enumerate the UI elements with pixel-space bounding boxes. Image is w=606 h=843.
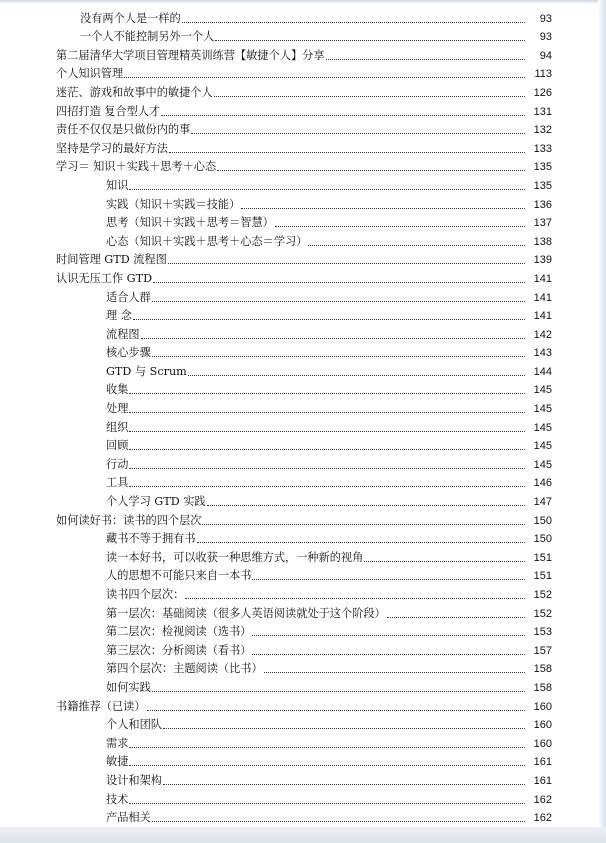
toc-entry-page-number: 153	[533, 626, 552, 639]
toc-entry-page-number: 151	[533, 551, 552, 564]
toc-entry-page-number: 143	[533, 347, 552, 360]
toc-entry[interactable]	[0, 583, 606, 602]
toc-entry[interactable]	[0, 714, 606, 733]
toc-entry-page-number: 160	[533, 719, 552, 732]
dot-leader	[161, 114, 525, 116]
dot-leader	[129, 392, 525, 394]
dot-leader	[129, 188, 525, 190]
dot-leader	[364, 560, 525, 562]
toc-entry-page-number: 150	[533, 514, 552, 527]
dot-leader	[185, 597, 525, 599]
toc-entry-title: 思考（知识＋实践＋思考＝智慧）	[106, 216, 274, 230]
dot-leader	[129, 764, 525, 766]
toc-entry-page-number: 141	[533, 291, 552, 304]
toc-entry[interactable]	[0, 267, 606, 286]
toc-entry-title: 第一层次：基础阅读（很多人英语阅读就处于这个阶段）	[106, 606, 386, 620]
toc-entry-page-number: 93	[539, 12, 552, 25]
toc-entry-title: 如何实践	[106, 680, 151, 694]
toc-entry[interactable]	[0, 435, 606, 454]
toc-entry[interactable]	[0, 565, 606, 584]
toc-entry[interactable]	[0, 212, 606, 231]
toc-entry[interactable]	[0, 7, 606, 26]
dot-leader	[152, 820, 525, 822]
toc-entry-title: 责任不仅仅是只做份内的事	[56, 123, 191, 137]
toc-entry[interactable]	[0, 119, 606, 138]
toc-entry-page-number: 142	[533, 328, 552, 341]
dot-leader	[387, 616, 525, 618]
toc-entry-page-number: 145	[533, 403, 552, 416]
toc-entry-page-number: 126	[533, 86, 552, 99]
page-top-edge	[0, 0, 606, 4]
toc-entry-title: GTD 与 Scrum	[106, 364, 187, 378]
dot-leader	[129, 448, 525, 450]
toc-entry-title: 产品相关	[106, 811, 151, 825]
toc-entry-page-number: 93	[539, 31, 552, 44]
toc-entry-title: 学习＝ 知识＋实践＋思考＋心态	[56, 160, 217, 174]
toc-entry-page-number: 147	[533, 496, 552, 509]
toc-entry[interactable]	[0, 342, 606, 361]
toc-entry[interactable]	[0, 81, 606, 100]
toc-entry-page-number: 94	[539, 49, 552, 62]
toc-entry-page-number: 133	[533, 142, 552, 155]
dot-leader	[252, 653, 525, 655]
toc-entry-title: 读书四个层次：	[106, 588, 185, 601]
toc-entry-page-number: 161	[533, 756, 552, 769]
toc-entry-page-number: 162	[533, 812, 552, 825]
dot-leader	[182, 21, 525, 23]
dot-leader	[264, 671, 525, 673]
toc-entry-title: 个人和团队	[106, 718, 162, 732]
toc-entry[interactable]	[0, 44, 606, 63]
toc-entry-title: 时间管理 GTD 流程图	[56, 253, 167, 267]
toc-entry-title: 第二层次：检视阅读（选书）	[106, 625, 252, 639]
dot-leader	[252, 634, 525, 636]
toc-entry[interactable]	[0, 323, 606, 342]
toc-entry[interactable]	[0, 658, 606, 677]
toc-entry-title: 敏捷	[106, 755, 129, 769]
toc-entry[interactable]	[0, 249, 606, 268]
table-of-contents	[0, 7, 606, 825]
dot-leader	[197, 541, 525, 543]
toc-entry-page-number: 158	[533, 663, 552, 676]
toc-entry-title: 人的思想不可能只来自一本书	[106, 569, 252, 583]
toc-entry[interactable]	[0, 769, 606, 788]
toc-entry-page-number: 152	[533, 607, 552, 620]
dot-leader	[124, 76, 525, 78]
toc-entry-page-number: 137	[533, 217, 552, 230]
toc-entry-title: 适合人群	[106, 290, 151, 304]
toc-entry[interactable]	[0, 379, 606, 398]
dot-leader	[326, 58, 525, 60]
toc-entry-page-number: 135	[533, 161, 552, 174]
toc-entry[interactable]	[0, 286, 606, 305]
toc-entry[interactable]	[0, 528, 606, 547]
toc-entry-title: 处理	[106, 402, 129, 416]
toc-entry[interactable]	[0, 137, 606, 156]
toc-entry[interactable]	[0, 63, 606, 82]
dot-leader	[202, 523, 525, 525]
toc-entry-title: 没有两个人是一样的	[80, 11, 181, 25]
dot-leader	[141, 337, 525, 339]
toc-entry[interactable]	[0, 751, 606, 770]
dot-leader	[152, 690, 525, 692]
dot-leader	[214, 95, 525, 97]
toc-entry-title: 迷茫、游戏和故事中的敏捷个人	[56, 85, 213, 99]
toc-entry-page-number: 135	[533, 179, 552, 192]
toc-entry[interactable]	[0, 602, 606, 621]
toc-entry-title: 技术	[106, 792, 129, 806]
dot-leader	[215, 39, 525, 41]
toc-entry-title: 第三层次：分析阅读（看书）	[106, 643, 252, 657]
toc-entry[interactable]	[0, 156, 606, 175]
dot-leader	[188, 374, 525, 376]
toc-entry-title: 组织	[106, 420, 129, 434]
toc-entry[interactable]	[0, 193, 606, 212]
toc-entry-page-number: 145	[533, 384, 552, 397]
toc-entry-title: 一个人不能控制另外一个人	[80, 30, 215, 44]
toc-entry[interactable]	[0, 788, 606, 807]
toc-entry-title: 读一本好书，可以收获一种思维方式，一种新的视角	[106, 550, 364, 564]
toc-entry-title: 个人知识管理	[56, 67, 124, 81]
toc-entry-title: 理 念	[106, 309, 132, 323]
dot-leader	[129, 411, 525, 413]
toc-entry[interactable]	[0, 472, 606, 491]
toc-entry-page-number: 145	[533, 421, 552, 434]
toc-entry-title: 认识无压工作 GTD	[56, 271, 153, 285]
toc-entry-page-number: 141	[533, 310, 552, 323]
toc-entry[interactable]	[0, 546, 606, 565]
toc-entry-page-number: 151	[533, 570, 552, 583]
toc-entry-title: 第四个层次：主题阅读（比书）	[106, 662, 263, 676]
dot-leader	[129, 430, 525, 432]
dot-leader	[133, 318, 525, 320]
toc-entry-page-number: 161	[533, 774, 552, 787]
toc-entry-title: 实践（知识＋实践＝技能）	[106, 197, 241, 211]
toc-entry-title: 回顾	[106, 439, 129, 453]
toc-entry-title: 需求	[106, 736, 129, 750]
dot-leader	[147, 709, 525, 711]
toc-entry-page-number: 132	[533, 124, 552, 137]
dot-leader	[129, 746, 525, 748]
toc-entry-title: 四招打造 复合型人才	[56, 104, 161, 118]
toc-entry-page-number: 145	[533, 458, 552, 471]
toc-entry-page-number: 113	[534, 68, 552, 81]
dot-leader	[129, 467, 525, 469]
toc-entry[interactable]	[0, 732, 606, 751]
toc-entry-page-number: 152	[533, 589, 552, 601]
dot-leader	[191, 132, 525, 134]
toc-entry-title: 核心步骤	[106, 346, 151, 360]
toc-entry-title: 知识	[106, 178, 129, 192]
dot-leader	[153, 281, 525, 283]
dot-leader	[169, 151, 525, 153]
toc-entry-page-number: 139	[533, 254, 552, 267]
page-bottom-edge	[0, 827, 606, 843]
toc-entry[interactable]	[0, 174, 606, 193]
toc-entry-title: 收集	[106, 383, 129, 397]
toc-entry-page-number: 158	[533, 681, 552, 694]
toc-entry-page-number: 150	[533, 533, 552, 546]
dot-leader	[308, 244, 525, 246]
toc-entry[interactable]	[0, 416, 606, 435]
toc-entry-page-number: 160	[533, 737, 552, 750]
toc-entry-page-number: 141	[533, 272, 552, 285]
dot-leader	[241, 207, 525, 209]
toc-entry-title: 如何读好书：读书的四个层次	[56, 513, 202, 527]
toc-entry-title: 个人学习 GTD 实践	[106, 495, 206, 509]
toc-entry-page-number: 136	[533, 198, 552, 211]
toc-entry[interactable]	[0, 397, 606, 416]
toc-entry[interactable]	[0, 695, 606, 714]
toc-entry-title: 工具	[106, 476, 129, 490]
dot-leader	[275, 225, 525, 227]
toc-entry-page-number: 162	[533, 793, 552, 806]
dot-leader	[207, 504, 525, 506]
toc-entry-title: 设计和架构	[106, 773, 162, 787]
toc-entry[interactable]	[0, 676, 606, 695]
toc-entry[interactable]	[0, 360, 606, 379]
toc-entry-page-number: 145	[533, 440, 552, 453]
toc-entry[interactable]	[0, 26, 606, 45]
dot-leader	[129, 485, 525, 487]
toc-entry[interactable]	[0, 621, 606, 640]
toc-entry[interactable]	[0, 807, 606, 826]
toc-entry-title: 坚持是学习的最好方法	[56, 141, 168, 155]
dot-leader	[163, 783, 525, 785]
toc-entry-page-number: 138	[533, 235, 552, 248]
toc-entry-title: 藏书不等于拥有书	[106, 532, 196, 546]
toc-entry[interactable]	[0, 639, 606, 658]
toc-entry[interactable]	[0, 100, 606, 119]
dot-leader	[168, 262, 525, 264]
toc-entry-page-number: 146	[533, 477, 552, 490]
toc-entry-title: 流程图	[106, 327, 140, 341]
dot-leader	[152, 300, 525, 302]
toc-entry-title: 心态（知识＋实践＋思考＋心态＝学习）	[106, 234, 308, 248]
toc-entry-page-number: 144	[533, 365, 552, 378]
toc-entry-page-number: 160	[533, 700, 552, 713]
toc-entry[interactable]	[0, 509, 606, 528]
toc-entry[interactable]	[0, 453, 606, 472]
toc-entry-title: 书籍推荐（已读）	[56, 699, 146, 713]
toc-entry[interactable]	[0, 230, 606, 249]
dot-leader	[129, 802, 525, 804]
dot-leader	[217, 169, 525, 171]
toc-entry[interactable]	[0, 305, 606, 324]
toc-entry-page-number: 131	[533, 105, 552, 118]
toc-entry-title: 行动	[106, 457, 129, 471]
dot-leader	[252, 578, 525, 580]
dot-leader	[163, 727, 525, 729]
toc-entry-title: 第二届清华大学项目管理精英训练营【敏捷个人】分享	[56, 48, 325, 62]
dot-leader	[152, 355, 525, 357]
toc-entry[interactable]	[0, 490, 606, 509]
toc-entry-page-number: 157	[533, 644, 552, 657]
